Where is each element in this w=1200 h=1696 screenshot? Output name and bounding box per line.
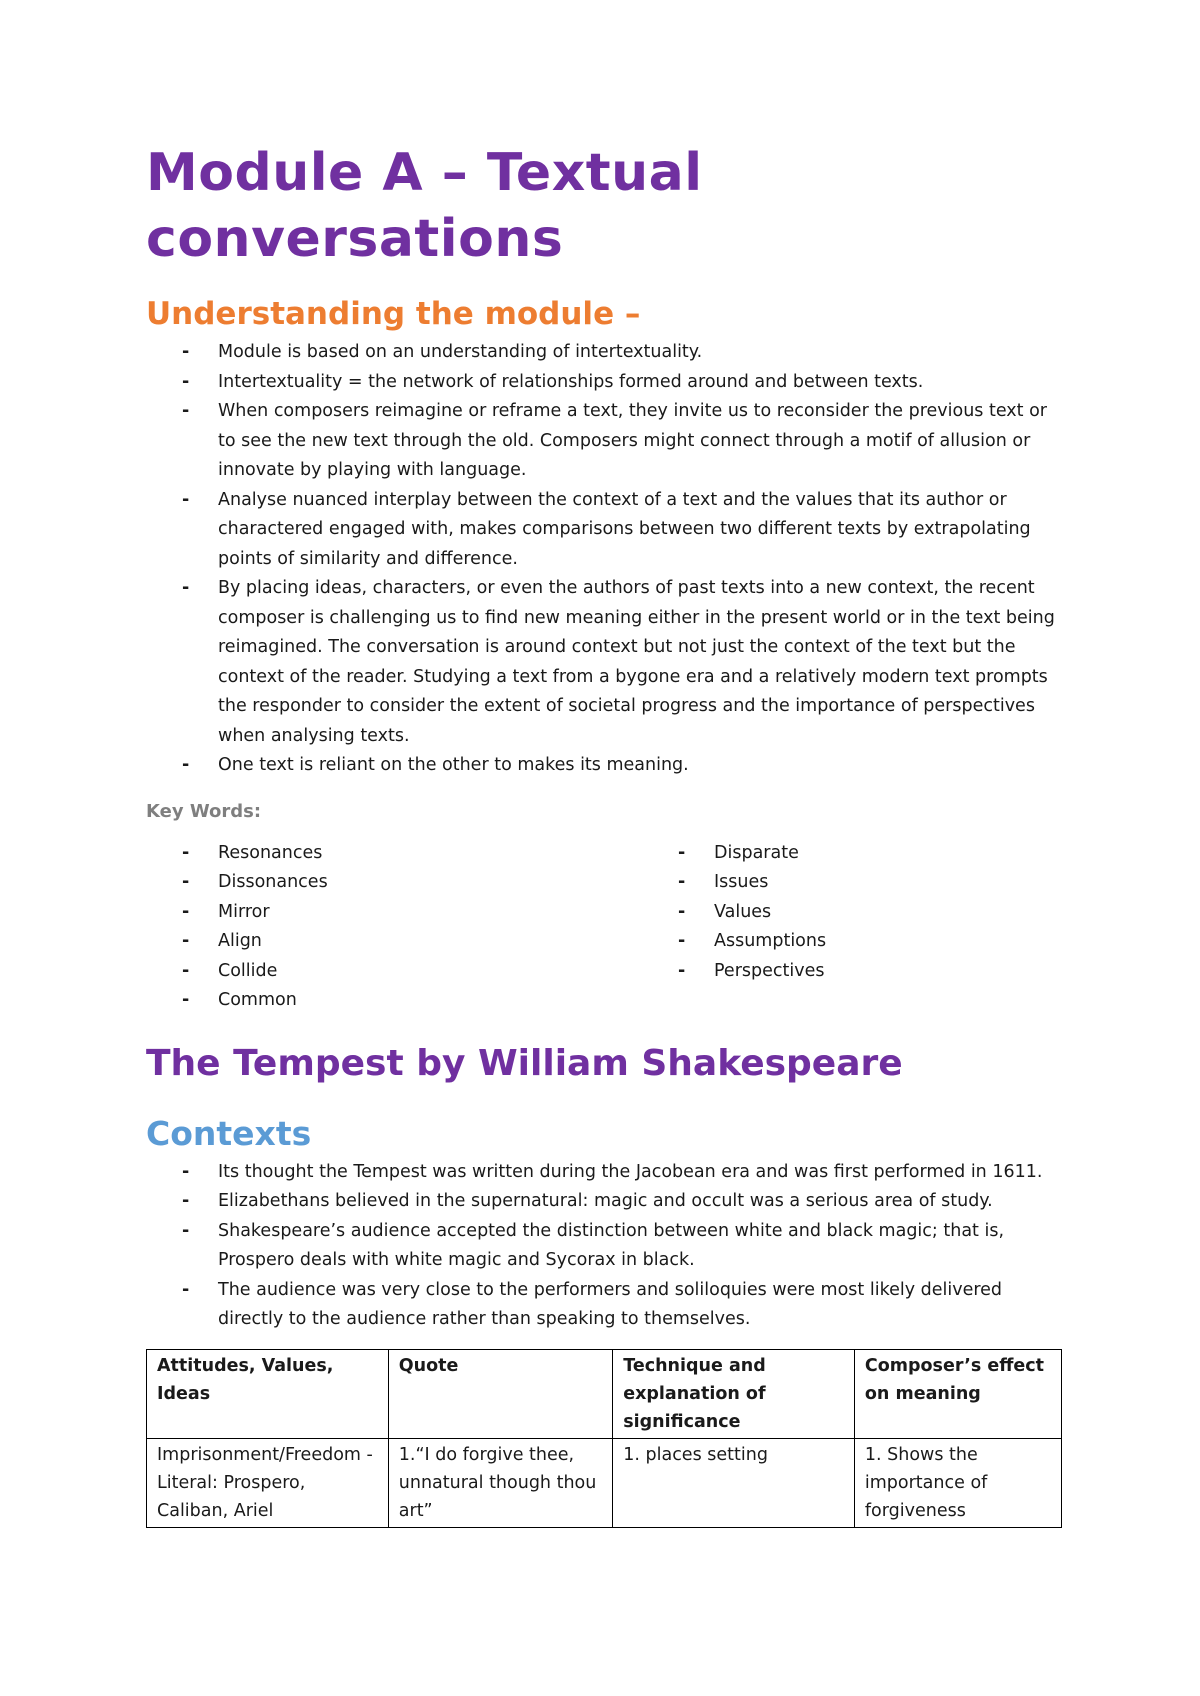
list-item: - Elizabethans believed in the supernatural: magic and occult was a serious area of study. bbox=[182, 1191, 993, 1211]
key-words-heading: Key Words: bbox=[146, 800, 262, 822]
bullet-dash: - bbox=[182, 342, 190, 362]
table-header: Quote bbox=[388, 1349, 612, 1438]
list-item: - Module is based on an understanding of intertextuality. bbox=[146, 338, 1066, 368]
list-item: - Its thought the Tempest was written during the Jacobean era and was first performed in 1611. bbox=[182, 1161, 1043, 1182]
list-item: - The audience was very close to the performers and soliloquies were most likely delivered directly to the audience rather than speaking to themselves. bbox=[182, 1279, 1003, 1329]
list-item: - By placing ideas, characters, or even the authors of past texts into a new context, the recent composer is challenging us to find new meaning either in the present world or in the text being reimagined. The conversation is around context but not just the context of the text but the context of the reader. Studying a text from a bygone era and a relatively modern text prompts the responder to consider the extent of societal progress and the importance of perspectives when analysing texts. bbox=[146, 574, 1066, 751]
key-word: - Perspectives bbox=[678, 960, 825, 981]
list-item: - Analyse nuanced interplay between the context of a text and the values that its author or charactered engaged with, makes comparisons between two different texts by extrapolating points of similarity and difference. bbox=[146, 486, 1066, 575]
table-cell: 1. places setting bbox=[613, 1438, 855, 1527]
table-header-row bbox=[147, 1349, 1062, 1438]
key-word: - Resonances bbox=[182, 842, 323, 863]
key-word: - Collide bbox=[182, 960, 278, 981]
contexts-heading: Contexts bbox=[146, 1113, 312, 1153]
bullet-dash: - bbox=[182, 755, 190, 775]
key-words-left bbox=[146, 839, 642, 1016]
document-title: Module A – Textual conversations bbox=[146, 143, 703, 269]
key-word: - Values bbox=[678, 901, 772, 922]
analysis-table bbox=[146, 1349, 1062, 1528]
bullet-dash: - bbox=[182, 489, 190, 510]
understanding-list bbox=[146, 338, 1066, 781]
table-row bbox=[147, 1438, 1062, 1527]
list-item: - When composers reimagine or reframe a text, they invite us to reconsider the previous text or to see the new text through the old. Composers might connect through a motif of allusion or innovate by playing with language. bbox=[146, 397, 1066, 486]
list-item: - Shakespeare’s audience accepted the distinction between white and black magic; that is, Prospero deals with white magic and Sycorax in black. bbox=[182, 1220, 1005, 1270]
key-word: - Issues bbox=[678, 872, 769, 892]
key-word: - Assumptions bbox=[678, 931, 827, 951]
list-item: - Intertextuality = the network of relationships formed around and between texts. bbox=[146, 368, 1066, 398]
bullet-dash: - bbox=[182, 578, 190, 598]
table-cell: 1. Shows the importance of forgiveness bbox=[854, 1438, 1061, 1527]
key-word: - Align bbox=[182, 931, 262, 951]
understanding-heading: Understanding the module – bbox=[146, 296, 641, 332]
document-page bbox=[146, 140, 1066, 1528]
table-cell: Imprisonment/Freedom -Literal: Prospero, Caliban, Ariel bbox=[147, 1438, 389, 1527]
key-words-right bbox=[642, 839, 1066, 1016]
key-word: - Common bbox=[182, 990, 297, 1010]
table-header: Technique and explanation of significance bbox=[613, 1349, 855, 1438]
table-header: Attitudes, Values, Ideas bbox=[147, 1349, 389, 1438]
key-word: - Mirror bbox=[182, 901, 270, 922]
list-item: - One text is reliant on the other to makes its meaning. bbox=[146, 751, 1066, 781]
contexts-list bbox=[146, 1158, 1066, 1335]
tempest-heading: The Tempest by William Shakespeare bbox=[146, 1042, 903, 1084]
table-header: Composer’s effect on meaning bbox=[854, 1349, 1061, 1438]
bullet-dash: - bbox=[182, 401, 190, 421]
bullet-dash: - bbox=[182, 371, 190, 392]
key-word: - Dissonances bbox=[182, 872, 328, 892]
key-words-columns bbox=[146, 839, 1066, 1016]
key-word: - Disparate bbox=[678, 842, 799, 863]
table-cell: 1.“I do forgive thee, unnatural though thou art” bbox=[388, 1438, 612, 1527]
